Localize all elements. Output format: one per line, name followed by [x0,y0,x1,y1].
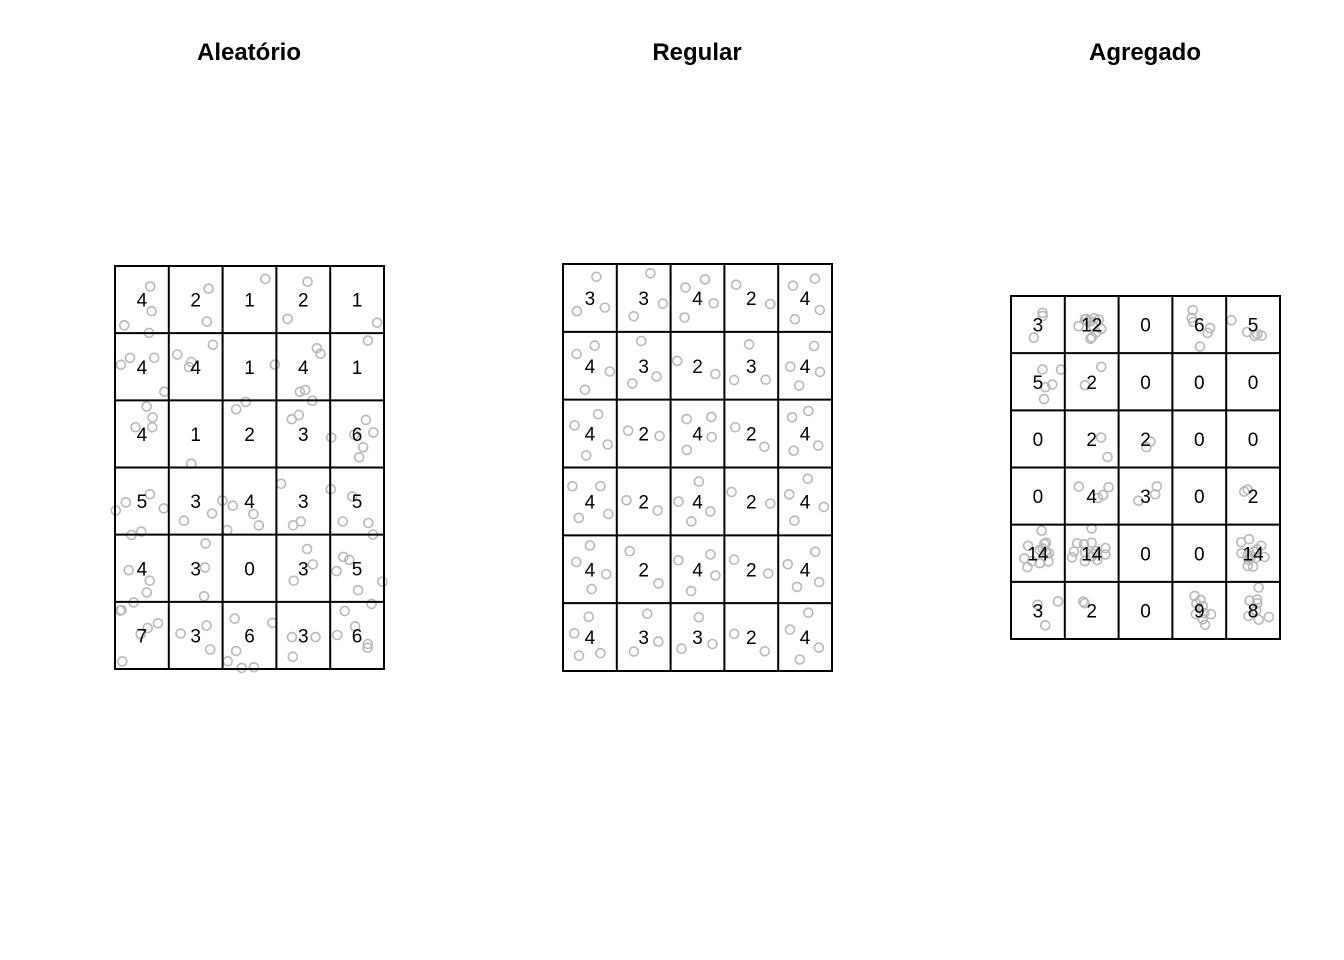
quadrat-count-label: 3 [1032,315,1044,337]
quadrat-count-label: 2 [746,288,757,310]
quadrat-count-label: 1 [244,357,255,379]
quadrat-count-label: 0 [1194,544,1205,566]
quadrat-count-label: 3 [298,492,309,514]
quadrat-count-label: 3 [584,288,596,310]
quadrat-count-label: 14 [1081,544,1103,566]
quadrat-count-label: 2 [746,492,757,514]
quadrat-count-label: 0 [1194,429,1205,451]
quadrat-count-label: 14 [1027,544,1049,566]
quadrat-count-label: 4 [799,628,811,650]
quadrat-count-label: 3 [1032,601,1044,623]
quadrat-count-label: 3 [638,288,649,310]
quadrat-count-label: 2 [1086,601,1097,623]
quadrat-count-label: 0 [1140,315,1151,337]
quadrat-count-label: 4 [136,290,148,312]
quadrat-count-label: 3 [638,628,649,650]
quadrat-count-label: 2 [1086,372,1097,394]
quadrat-count-label: 4 [799,560,811,582]
quadrat-count-label: 2 [746,560,757,582]
quadrat-count-label: 3 [746,356,757,378]
quadrat-count-label: 4 [298,357,309,379]
quadrat-count-label: 4 [136,559,148,581]
quadrat-count-label: 0 [1194,487,1205,509]
quadrat-count-label: 0 [1247,429,1259,451]
quadrat-count-label: 2 [638,560,649,582]
quadrat-count-label: 2 [190,290,201,312]
quadrat-count-label: 2 [746,628,757,650]
quadrat-count-label: 3 [1140,487,1151,509]
quadrat-count-label: 2 [692,356,703,378]
quadrat-count-label: 4 [190,357,201,379]
quadrat-count-label: 12 [1081,315,1103,337]
quadrat-count-label: 4 [136,424,148,446]
quadrat-count-label: 4 [584,560,596,582]
quadrat-count-label: 4 [799,288,811,310]
quadrat-count-label: 2 [638,492,649,514]
quadrat-count-label: 3 [298,559,309,581]
quadrat-count-label: 3 [190,626,201,648]
quadrat-count-label: 4 [584,628,596,650]
quadrat-count-label: 0 [1140,544,1151,566]
quadrat-count-label: 14 [1242,544,1264,566]
quadrat-count-label: 3 [298,424,309,446]
quadrat-count-label: 4 [584,492,596,514]
quadrat-count-label: 4 [692,560,703,582]
quadrat-count-label: 1 [244,290,255,312]
quadrat-count-label: 0 [1140,372,1151,394]
quadrat-count-label: 5 [1247,315,1259,337]
quadrat-count-label: 5 [351,492,363,514]
panel-title-agregado: Agregado [1088,39,1202,66]
quadrat-count-label: 6 [351,424,363,446]
quadrat-count-label: 6 [244,626,255,648]
quadrat-count-label: 4 [244,492,255,514]
quadrat-count-label: 2 [1140,429,1151,451]
quadrat-count-label: 0 [1247,372,1259,394]
quadrat-count-label: 2 [298,290,309,312]
quadrat-count-label: 0 [1194,372,1205,394]
quadrat-count-label: 4 [584,356,596,378]
quadrat-count-label: 4 [584,424,596,446]
quadrat-count-label: 5 [1032,372,1044,394]
quadrat-count-label: 2 [638,424,649,446]
quadrat-count-label: 5 [136,492,148,514]
quadrat-count-label: 3 [190,559,201,581]
quadrat-count-label: 8 [1247,601,1259,623]
quadrat-count-label: 5 [351,559,363,581]
quadrat-count-label: 3 [190,492,201,514]
quadrat-count-label: 4 [799,356,811,378]
quadrat-count-label: 1 [190,424,201,446]
quadrat-count-label: 0 [244,559,255,581]
quadrat-count-label: 3 [692,628,703,650]
quadrat-count-label: 3 [638,356,649,378]
quadrat-count-label: 4 [692,288,703,310]
panel-title-regular: Regular [652,39,742,66]
quadrat-count-label: 4 [136,357,148,379]
quadrat-count-label: 4 [1086,487,1097,509]
quadrat-count-label: 4 [799,424,811,446]
quadrat-count-label: 2 [244,424,255,446]
quadrat-count-label: 4 [692,492,703,514]
quadrat-count-label: 1 [351,357,363,379]
quadrat-count-label: 0 [1032,487,1044,509]
quadrat-count-label: 4 [692,424,703,446]
quadrat-count-label: 0 [1140,601,1151,623]
quadrat-count-label: 7 [136,626,148,648]
quadrat-count-label: 2 [746,424,757,446]
quadrat-count-label: 2 [1086,429,1097,451]
quadrat-count-label: 6 [1194,315,1205,337]
quadrat-count-label: 2 [1247,487,1259,509]
quadrat-count-label: 6 [351,626,363,648]
quadrat-count-label: 3 [298,626,309,648]
panel-title-aleatorio: Aleatório [196,39,302,66]
quadrat-count-label: 0 [1032,429,1044,451]
quadrat-count-label: 1 [351,290,363,312]
quadrat-count-label: 9 [1194,601,1205,623]
quadrat-count-label: 4 [799,492,811,514]
